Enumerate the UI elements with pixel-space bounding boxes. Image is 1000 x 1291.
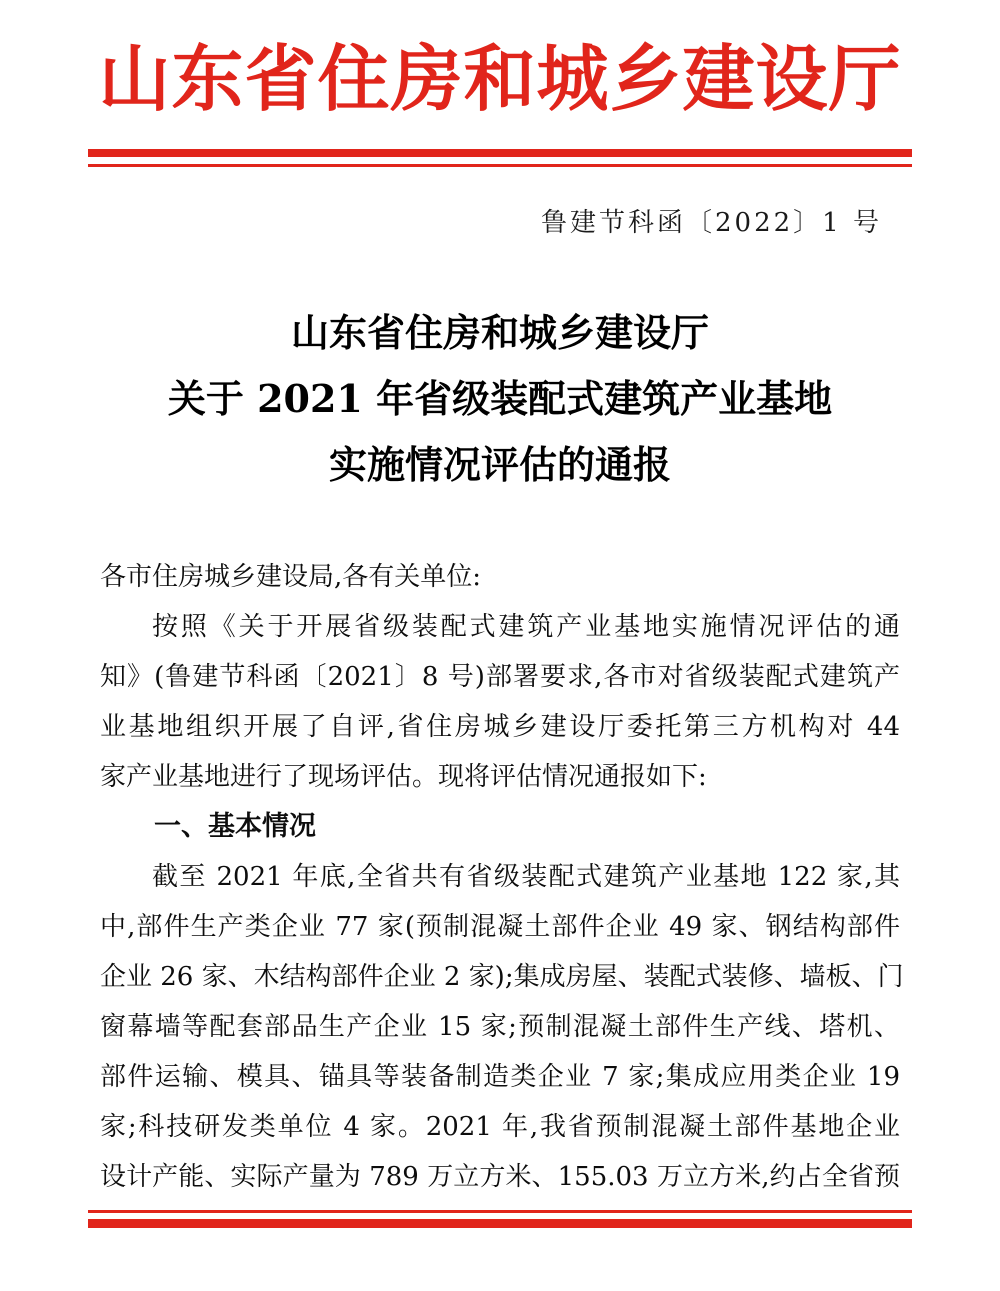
body-line: 设计产能、实际产量为 789 万立方米、155.03 万立方米,约占全省预: [100, 1162, 900, 1192]
body-line: 截至 2021 年底,全省共有省级装配式建筑产业基地 122 家,其: [152, 862, 900, 892]
document-title: [0, 300, 1000, 498]
body-line: 家;科技研发类单位 4 家。2021 年,我省预制混凝土部件基地企业: [100, 1112, 900, 1142]
header-rule-thin: [88, 164, 912, 167]
body-line: 中,部件生产类企业 77 家(预制混凝土部件企业 49 家、钢结构部件: [100, 912, 900, 942]
document-title-line-1: 山东省住房和城乡建设厅: [290, 310, 709, 355]
body-line: 业基地组织开展了自评,省住房城乡建设厅委托第三方机构对 44: [100, 712, 900, 742]
document-title-line-3: 实施情况评估的通报: [328, 442, 671, 487]
masthead-title: 山东省住房和城乡建设厅: [98, 36, 902, 121]
document-body: [100, 552, 904, 1202]
header-rule-thick: [88, 149, 912, 157]
body-line: 企业 26 家、木结构部件企业 2 家);集成房屋、装配式装修、墙板、门: [100, 962, 904, 992]
footer-rule-thick: [88, 1219, 912, 1228]
section-heading: 一、基本情况: [154, 811, 316, 842]
footer-rule-thin: [88, 1210, 912, 1213]
body-line: 知》(鲁建节科函〔2021〕8 号)部署要求,各市对省级装配式建筑产: [100, 662, 900, 692]
body-line: 家产业基地进行了现场评估。现将评估情况通报如下:: [100, 762, 707, 792]
body-line-salutation: 各市住房城乡建设局,各有关单位:: [100, 562, 482, 592]
body-line: 部件运输、模具、锚具等装备制造类企业 7 家;集成应用类企业 19: [100, 1062, 900, 1092]
document-number: 鲁建节科函〔2022〕1 号: [541, 208, 882, 238]
document-title-line-2: 关于 2021 年省级装配式建筑产业基地: [167, 376, 833, 421]
body-line: 按照《关于开展省级装配式建筑产业基地实施情况评估的通: [152, 612, 900, 642]
body-line: 窗幕墙等配套部品生产企业 15 家;预制混凝土部件生产线、塔机、: [100, 1012, 900, 1042]
